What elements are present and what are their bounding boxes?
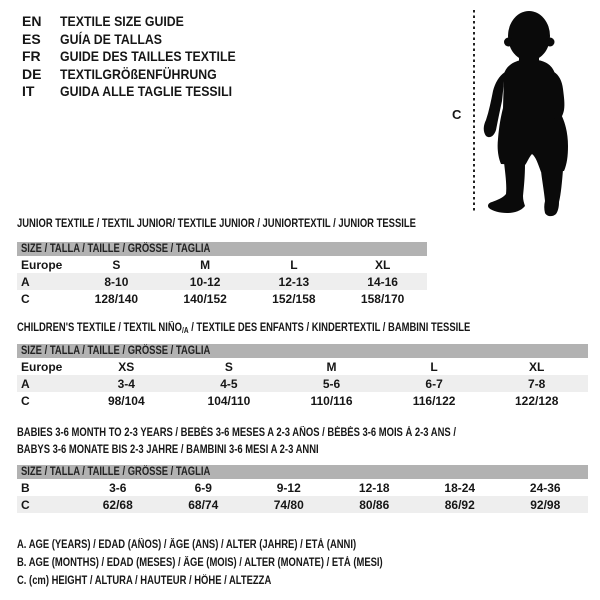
height-cell: 128/140	[94, 291, 139, 306]
months-cell: 9-12	[276, 480, 301, 495]
height-cell: 68/74	[161, 496, 247, 513]
age-cell: 10-12	[161, 273, 250, 290]
language-title: GUIDA ALLE TAGLIE TESSILI	[60, 83, 233, 99]
height-measure-label: C	[452, 107, 462, 122]
size-band-row	[17, 344, 588, 358]
size-band-text: SIZE / TALLA / TAILLE / GRÖSSE / TAGLIA	[21, 345, 211, 357]
table-row-height	[17, 496, 588, 513]
size-cell: M	[200, 257, 211, 272]
size-cell: L	[430, 359, 438, 374]
language-code: EN	[22, 13, 42, 29]
babies-heading-line1: BABIES 3-6 MONTH TO 2-3 YEARS / BEBÉS 3-6 MESES A 2-3 AÑOS / BÉBÉS 3-6 MOIS À 2-3 ANS /	[17, 427, 456, 439]
language-title: TEXTILE SIZE GUIDE	[60, 13, 184, 29]
row-label: B	[21, 480, 30, 495]
height-cell: 62/68	[75, 496, 161, 513]
language-row-de	[22, 66, 260, 84]
months-cell: 3-6	[109, 480, 127, 495]
language-title: GUÍA DE TALLAS	[60, 30, 162, 47]
children-heading-subscript: /A	[182, 326, 189, 335]
legend-notes	[17, 536, 463, 590]
table-row-height	[17, 290, 427, 307]
junior-heading-text: JUNIOR TEXTILE / TEXTIL JUNIOR/ TEXTILE JUNIOR / JUNIORTEXTIL / JUNIOR TESSILE	[17, 218, 416, 230]
height-cell: 110/116	[310, 393, 353, 408]
note-c-text: C. (cm) HEIGHT / ALTURA / HAUTEUR / HÖHE / ALTEZZA	[17, 575, 272, 587]
children-heading-post: / TEXTILE DES ENFANTS / KINDERTEXTIL / BAMBINI TESSILE	[188, 322, 471, 334]
age-cell: 7-8	[485, 375, 588, 392]
months-cell: 24-36	[529, 480, 561, 495]
note-a	[17, 536, 463, 554]
height-cell: 158/170	[360, 291, 405, 306]
height-measure-dotted-line	[473, 10, 475, 212]
age-cell: 5-6	[280, 375, 383, 392]
age-cell: 14-16	[338, 273, 427, 290]
children-section-heading	[17, 320, 570, 339]
babies-size-table	[17, 465, 588, 513]
size-cell: S	[224, 359, 233, 374]
age-cell: 3-4	[75, 375, 178, 392]
toddler-silhouette-icon	[480, 8, 580, 218]
row-label: Europe	[21, 359, 63, 374]
size-cell: M	[326, 359, 337, 374]
language-row-fr	[22, 48, 260, 66]
children-size-table	[17, 344, 588, 409]
note-b	[17, 554, 463, 572]
row-label: C	[21, 393, 30, 408]
table-row-age	[17, 375, 588, 392]
height-cell: 104/110	[207, 393, 251, 408]
height-cell: 98/104	[107, 393, 145, 408]
note-a-text: A. AGE (YEARS) / EDAD (AÑOS) / ÂGE (ANS) / ALTER (JAHRE) / ETÀ (ANNI)	[17, 539, 357, 551]
language-code: ES	[22, 30, 41, 47]
babies-heading-line2: BABYS 3-6 MONATE BIS 2-3 JAHRE / BAMBINI 3-6 MESI A 2-3 ANNI	[17, 444, 319, 456]
junior-size-table	[17, 242, 427, 307]
height-cell: 74/80	[246, 496, 332, 513]
row-label: A	[17, 375, 75, 392]
language-title: TEXTILGRÖßENFÜHRUNG	[60, 65, 217, 82]
months-cell: 12-18	[358, 480, 390, 495]
height-cell: 80/86	[332, 496, 418, 513]
height-cell: 152/158	[272, 291, 316, 306]
age-cell: 8-10	[72, 273, 161, 290]
age-cell: 12-13	[250, 273, 339, 290]
size-band	[17, 242, 427, 256]
size-cell: XL	[529, 359, 545, 374]
children-heading-text	[17, 320, 470, 339]
size-band-row	[17, 465, 588, 479]
months-cell: 18-24	[444, 480, 476, 495]
language-row-en	[22, 13, 260, 31]
age-cell: 6-7	[383, 375, 486, 392]
language-code: DE	[22, 65, 42, 82]
table-row-europe	[17, 256, 427, 273]
age-cell: 4-5	[178, 375, 281, 392]
size-cell: S	[112, 257, 121, 272]
note-c	[17, 572, 463, 590]
size-cell: XL	[374, 257, 391, 272]
language-row-it	[22, 83, 260, 101]
language-row-es	[22, 31, 260, 49]
size-band-text: SIZE / TALLA / TAILLE / GRÖSSE / TAGLIA	[21, 243, 211, 255]
language-title: GUIDE DES TAILLES TEXTILE	[60, 48, 236, 64]
row-label: C	[17, 496, 75, 513]
table-row-age	[17, 273, 427, 290]
height-cell: 140/152	[183, 291, 227, 306]
children-heading-pre: CHILDREN'S TEXTILE / TEXTIL NIÑO	[17, 322, 183, 334]
row-label: Europe	[21, 257, 63, 272]
language-title-list	[22, 13, 260, 101]
height-cell: 86/92	[417, 496, 503, 513]
height-cell: 116/122	[412, 393, 456, 408]
months-cell: 6-9	[194, 480, 212, 495]
size-band	[17, 465, 588, 479]
height-cell: 92/98	[503, 496, 589, 513]
size-cell: XS	[118, 359, 135, 374]
language-code: FR	[22, 48, 41, 64]
junior-section-heading	[17, 216, 503, 233]
row-label: C	[21, 291, 30, 306]
language-code: IT	[22, 83, 35, 99]
babies-section-heading	[17, 425, 552, 459]
table-row-europe	[17, 358, 588, 375]
row-label: A	[17, 273, 72, 290]
height-cell: 122/128	[514, 393, 559, 408]
size-band-row	[17, 242, 427, 256]
table-row-months	[17, 479, 588, 496]
size-cell: L	[290, 257, 298, 272]
size-band	[17, 344, 588, 358]
note-b-text: B. AGE (MONTHS) / EDAD (MESES) / ÂGE (MOIS) / ALTER (MONATE) / ETÀ (MESI)	[17, 557, 383, 569]
table-row-height	[17, 392, 588, 409]
size-band-text: SIZE / TALLA / TAILLE / GRÖSSE / TAGLIA	[21, 466, 211, 478]
